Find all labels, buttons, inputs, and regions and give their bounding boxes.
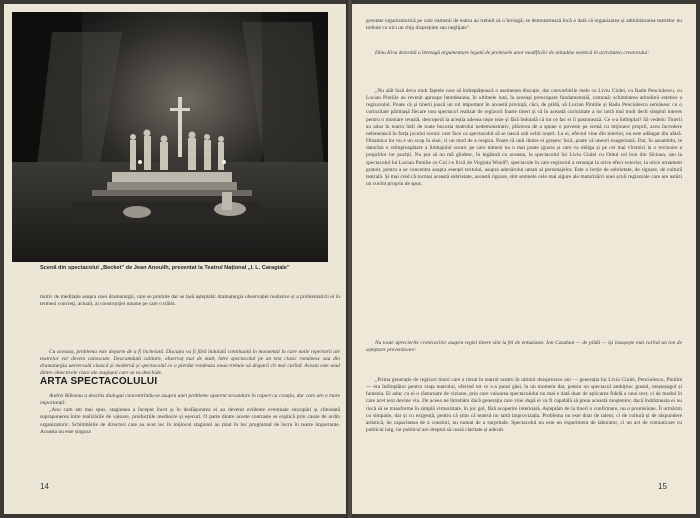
left-para-section xyxy=(40,393,340,436)
right-paragraph-2: Dinu Kivu dezvoltă o întreagă argumentare legată de premisele unor modificări de atitudine estetică în activitatea creatorului: xyxy=(375,50,650,56)
page-number-left: 14 xyxy=(40,482,49,491)
right-para-quote-2 xyxy=(366,377,682,434)
section-heading: ARTA SPECTACOLULUI xyxy=(40,376,158,387)
stage-photo xyxy=(12,12,328,262)
left-paragraph-4: „Anu cam am mai spus, stagiunea a început încet și în desfășurarea ei au devenit evidente eventuale sincopări și cîteodată suprapunerea între realizările de valoare, producțiile mediocre și eșecuri. O parte dintre aceste contraste se explică prin cauze de ordin organizatoric. Schimbările de directori care au avut loc în mijlocul stagiunii au ținut în loc programul de lucru în teatre importante. Aceasta nu este singura xyxy=(40,407,340,435)
right-para-transition xyxy=(366,340,682,354)
left-paragraph-2: Cu aceasta, problema este departe de a fi încheiată. Discuția va fi fără îndoială continuată în momentul în care noile repertorii ale teatrelor vor deveni cunoscute. Deocamdată calitativ, observaț mai de mult, între spectacolul pe un text clasic românesc sau din dramaturgia universală clasică și modernă și spectacolul ce a pierdut rondeaza noua trebuie să dispară cît mai curînd. Acesta este unul dintre obiectivele clare ale stagiunii care se va deschide. xyxy=(40,349,340,377)
right-para-intro xyxy=(366,50,682,57)
right-page xyxy=(352,4,696,514)
right-paragraph-1: greutate organizatorică pe care oamenii de teatru au trebuit să o învingă; se demonstrează încă o dată că organizarea și administrarea teatrelor nu trebuie cu nici un chip disprețuite sau neglijate". xyxy=(366,18,682,32)
left-para-continuation xyxy=(40,294,340,308)
left-page xyxy=(4,4,348,514)
left-para-discussion xyxy=(40,349,340,378)
right-para-top xyxy=(366,18,682,32)
left-paragraph-1: motiv de meditație asupra unei dramaturgii, care se promite dar se lasă așteptată: dramaturgia observației realistice și a problematicii ei în termeni concreți, actuali, ai construcției umane pe care o trăim. xyxy=(40,294,340,308)
right-paragraph-4: Nu toate aprecierile cronicarilor asupra regiei tinere sînt la fel de entuziaste. Ion Cazaban — de pildă — își însușește mai curînd un ton de așteptare prevenitoare: xyxy=(366,340,682,354)
right-paragraph-5: „Prima generație de regizori tineri care a intrat în teatrul nostru în ultimii doisprezece ani — generația lui Liviu Ciulei, Penciulescu, Pintilie — era întîmplător pentru viața teatrului, oferind tot ce s-a putut găsi, la un moment dat, pentru un spectacol ambițios: gustul, meșteșugul și fantezia. Ei aduc cu ei o răsturnare de viziune, prin care valoarea spectacolului nu mai e dată doar de aplicarea fidelă a unui text, ci de modul în care acel text devine viu. De aceea ne întrebăm dacă generația care vine după ei va fi capabilă să preia această moștenire; dacă îndrăzneala ei nu riscă să se transforme în simplă virtuozitate, în joc gol, fără acoperire interioară. Așteptăm de la tineri o confirmare, nu o promisiune. Îi urmărim cu simpatie, dar și cu exigență, pentru că știm că teatrul nu iartă improvizația. Problema nu este doar de talent, ci de cultură și de răspundere artistică, de capacitatea de a construi, nu numai de a surprinde. Spectacolul nu este un experiment de laborator, ci un act de comunicare cu publicul larg, iar publicul are dreptul să ceară claritate și adevăr. xyxy=(366,377,682,434)
right-para-quote xyxy=(366,88,682,188)
left-paragraph-3: Andrei Băleanu a deschis dialogul concentrîndu-se asupra unei probleme aparent secundare în raport cu creația, dar care are o mare importanță: xyxy=(40,393,340,407)
right-paragraph-3: „Nu alăt însă deva mult faptele care să îndreptățească o asemenea discuție, dar convorbirile mele cu Liviu Ciulei, cu Radu Penciulescu, cu Lucian Pintilie au revenit aproape întotdeauna, în ultimele luni, la aceeași preocupare fundamentală, comună: schimbarea atitudinii estetice a regizorului. Poate că și tinerii joacă un rol important în această privință; căci, de pildă, să Lucian Pintilie și Radu Penciulescu semănesc cu o curiozitate pătimașă fiecare nou spectacol realizat de regizorii foarte tineri și că în această curiozitate a lor intră mai mult decît simplul interes pentru o montare reușită, descoperă la aceștia adesea niște teze și fără îndoială că tot ce fac ei îi pasionează. Ce s-a întîmplat? Să vedem: Tinerii au adus în teatru întîi de toate bucuria teatrului nedemonstrativ, plăcerea de a spune o poveste pe scenă cu mijloace proprii, acea încredere nebunească în forța jocului scenic care face ca spectacolul să se nască sub ochii noștri. La ei, efectul vine din interior, nu este adăugat din afară. Dinamica lor nu e un scop în sine, ci un mod de a respira. Poate că unii dintre ei greșesc încă, poate că uneori exagerează. Dar, în ansamblu, le datorăm o reîmprospătare a limbajului scenic pe care nimeni nu o mai poate ignora și care va obliga și pe cei mai vîrstnici la o revizuire a propriilor lor poziții. Nu pot să nu mă gîndesc, în legătură cu aceasta, la spectacolul lui Liviu Ciulei cu Omul cel bun din Sîciuan, sau la spectacolul lui Lucian Pintilie cu Cui i-e frică de Virginia Woolf?, spectacole în care regizorul a renunțat la orice efect exterior, la orice ornament gratuit, pentru a se concentra asupra esenței textului, asupra adevărului uman al personajelor. Este o lecție de sobrietate, de rigoare, de cultură teatrală. Și mai cred că tocmai această sobrietate, această rigoare, sînt semnele cele mai sigure ale maturizării unei școli regizorale care are astăzi un cuvînt propriu de spus. xyxy=(366,88,682,188)
stage-scene-image xyxy=(12,12,328,262)
page-number-right: 15 xyxy=(658,482,667,491)
photo-caption: Scenă din spectacolul „Becket" de Jean Anouilh, prezentat la Teatrul Național „I. L. Caragiale" xyxy=(40,265,290,271)
